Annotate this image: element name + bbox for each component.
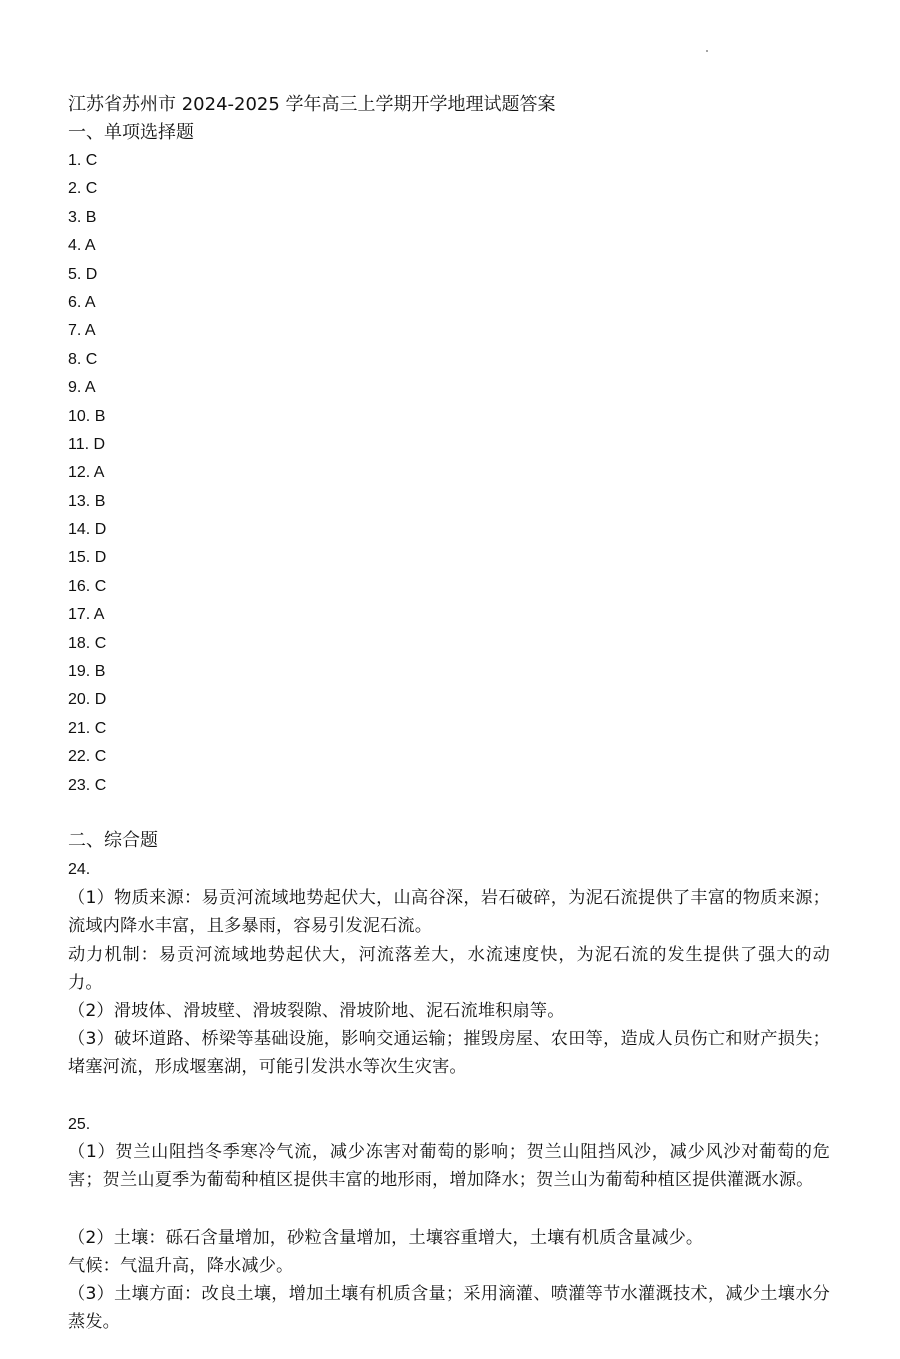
answer-item: 5. D (68, 265, 98, 283)
q24-answer-dynamics: 动力机制：易贡河流域地势起伏大，河流落差大，水流速度快，为泥石流的发生提供了强大的动力。 (68, 945, 830, 993)
answer-item: 12. A (68, 464, 105, 482)
answer-item: 10. B (68, 407, 106, 425)
q25-answer-climate: 气候：气温升高，降水减少。 (68, 1256, 294, 1276)
question-number-24: 24. (68, 861, 91, 878)
answer-item: 13. B (68, 492, 106, 510)
q24-answer-part-3: （3）破坏道路、桥梁等基础设施，影响交通运输；摧毁房屋、农田等，造成人员伤亡和财产损失；堵塞河流，形成堰塞湖，可能引发洪水等次生灾害。 (68, 1029, 830, 1077)
answer-item: 22. C (68, 748, 107, 766)
q25-answer-part-2: （2）土壤：砾石含量增加，砂粒含量增加，土壤容重增大，土壤有机质含量减少。 (68, 1228, 704, 1248)
answer-item: 16. C (68, 577, 107, 595)
q24-answer-part-2: （2）滑坡体、滑坡壁、滑坡裂隙、滑坡阶地、泥石流堆积扇等。 (68, 1001, 565, 1021)
q25-answer-part-1: （1）贺兰山阻挡冬季寒冷气流，减少冻害对葡萄的影响；贺兰山阻挡风沙，减少风沙对葡萄的危害；贺兰山夏季为葡萄种植区提供丰富的地形雨，增加降水；贺兰山为葡萄种植区提供灌溉水源。 (68, 1142, 830, 1190)
answer-item: 1. C (68, 152, 98, 169)
answer-item: 17. A (68, 606, 105, 624)
answer-item: 21. C (68, 719, 107, 737)
document-title: 江苏省苏州市 2024-2025 学年高三上学期开学地理试题答案 (68, 94, 556, 115)
answer-item: 14. D (68, 521, 107, 539)
scan-speck (706, 50, 708, 52)
answer-item: 23. C (68, 776, 107, 794)
answer-item: 6. A (68, 293, 96, 311)
section-heading-single-choice: 一、单项选择题 (68, 122, 194, 143)
answer-item: 18. C (68, 634, 107, 652)
answer-item: 19. B (68, 663, 106, 681)
answer-item: 20. D (68, 691, 107, 709)
answer-item: 8. C (68, 350, 98, 368)
answer-item: 15. D (68, 549, 107, 567)
answer-item: 3. B (68, 208, 97, 226)
question-number-25: 25. (68, 1116, 91, 1133)
answer-item: 4. A (68, 237, 96, 255)
answer-list (68, 147, 106, 800)
answer-item: 7. A (68, 322, 96, 340)
section-heading-comprehensive: 二、综合题 (68, 830, 158, 851)
q25-answer-part-3: （3）土壤方面：改良土壤，增加土壤有机质含量；采用滴灌、喷灌等节水灌溉技术，减少土壤水分蒸发。 (68, 1284, 830, 1332)
q24-answer-part-1: （1）物质来源：易贡河流域地势起伏大，山高谷深，岩石破碎，为泥石流提供了丰富的物质来源；流域内降水丰富，且多暴雨，容易引发泥石流。 (68, 888, 830, 936)
answer-item: 2. C (68, 180, 98, 198)
answer-item: 11. D (68, 435, 106, 453)
answer-item: 9. A (68, 379, 96, 397)
